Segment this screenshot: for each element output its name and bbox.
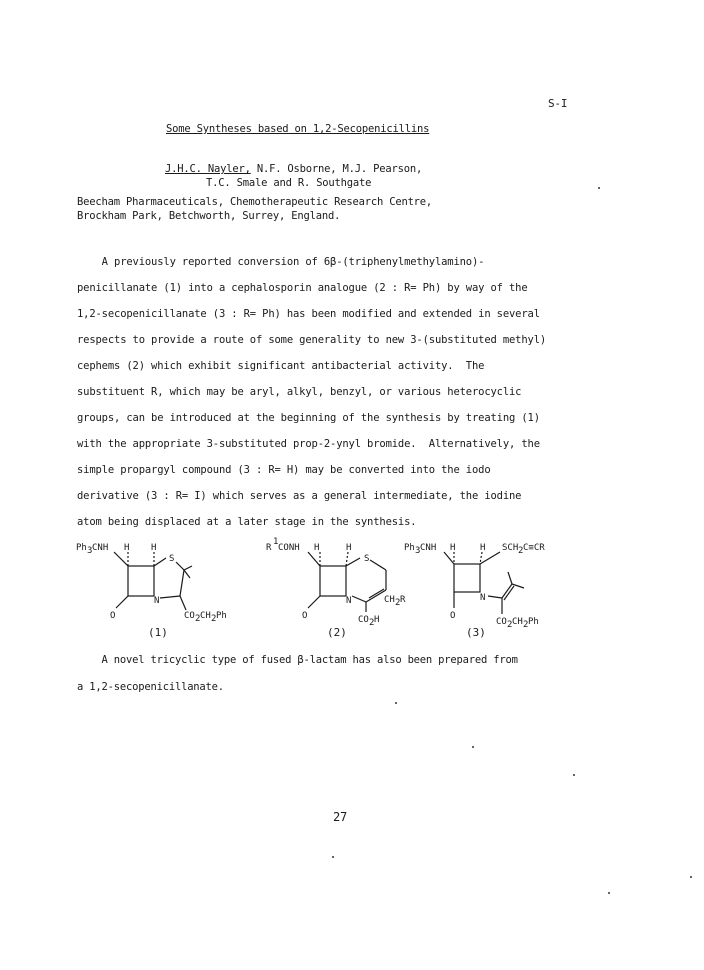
- s2-sup1: 1: [273, 537, 279, 547]
- s2-r: R: [400, 595, 406, 605]
- s1-ph: Ph: [76, 543, 87, 553]
- body-line: with the appropriate 3-substituted prop-2-ynyl bromide. Alternatively, the: [77, 438, 540, 450]
- s1-h2: H: [151, 543, 157, 553]
- affiliation-line-1: Beecham Pharmaceuticals, Chemotherapeutic Research Centre,: [77, 196, 433, 208]
- s1-e3: 2: [211, 614, 217, 624]
- body-line: A previously reported conversion of 6β-(triphenylmethylamino)-: [77, 256, 485, 268]
- caption-1: (1): [148, 626, 168, 639]
- body-line: substituent R, which may be aryl, alkyl, benzyl, or various heterocyclic: [77, 386, 522, 398]
- s3-n: N: [480, 593, 486, 603]
- s2-s: S: [364, 554, 370, 564]
- s3-ccr: C≡CR: [523, 543, 545, 553]
- structure-3-drawing: [404, 538, 574, 628]
- s1-bonds: [114, 552, 192, 610]
- s2-sub2: 2: [395, 598, 401, 608]
- structure-2-drawing: [266, 538, 426, 628]
- s3-o: O: [450, 611, 456, 621]
- s3-h2: H: [480, 543, 486, 553]
- s2-r1: R: [266, 543, 272, 553]
- s3-bonds: [444, 552, 524, 614]
- page-number: 27: [333, 810, 348, 824]
- structure-2: [266, 538, 426, 632]
- scan-speck: [608, 892, 610, 894]
- body-line: groups, can be introduced at the beginning of the synthesis by treating (1): [77, 412, 540, 424]
- s3-h1: H: [450, 543, 456, 553]
- affiliation-line-2: Brockham Park, Betchworth, Surrey, England.: [77, 210, 341, 222]
- s2-ch2r: CH: [384, 595, 395, 605]
- s3-e3: 2: [523, 620, 529, 630]
- body-line: respects to provide a route of some generality to new 3-(substituted methyl): [77, 334, 547, 346]
- s3-sub2: 2: [518, 546, 524, 556]
- s2-o: O: [302, 611, 308, 621]
- body-line: penicillanate (1) into a cephalosporin analogue (2 : R= Ph) by way of the: [77, 282, 528, 294]
- s3-ph2: Ph: [528, 617, 539, 627]
- body-line: derivative (3 : R= I) which serves as a general intermediate, the iodine: [77, 490, 522, 502]
- author-rest: N.F. Osborne, M.J. Pearson,: [250, 163, 423, 175]
- body-line: a 1,2-secopenicillanate.: [77, 681, 224, 693]
- s2-h1: H: [314, 543, 320, 553]
- author-underlined: J.H.C. Nayler,: [165, 163, 251, 175]
- body-line: atom being displaced at a later stage in the synthesis.: [77, 516, 417, 528]
- s2-co2h: CO: [358, 615, 369, 625]
- s2-conh: CONH: [278, 543, 300, 553]
- s1-sub3: 3: [87, 546, 93, 556]
- body-line: 1,2-secopenicillanate (3 : R= Ph) has been modified and extended in several: [77, 308, 540, 320]
- s3-ch: CH: [512, 617, 523, 627]
- s3-ph: Ph: [404, 543, 415, 553]
- structure-3: [404, 538, 574, 632]
- s2-n: N: [346, 596, 352, 606]
- scan-speck: [573, 774, 575, 776]
- s1-ester: CO: [184, 611, 195, 621]
- s3-sub3: 3: [415, 546, 421, 556]
- body-line: cephems (2) which exhibit significant antibacterial activity. The: [77, 360, 485, 372]
- s1-h1: H: [124, 543, 130, 553]
- structure-1-drawing: [76, 538, 226, 628]
- paper-title: Some Syntheses based on 1,2-Secopenicillins: [166, 123, 430, 135]
- s3-sch: SCH: [502, 543, 519, 553]
- page-label: S-I: [548, 97, 568, 110]
- scan-speck: [332, 856, 334, 858]
- s1-n: N: [154, 596, 160, 606]
- s2-h2: H: [346, 543, 352, 553]
- structure-1: [76, 538, 226, 632]
- caption-2: (2): [327, 626, 347, 639]
- caption-3: (3): [466, 626, 486, 639]
- authors-line-1: [165, 163, 422, 175]
- s3-ester: CO: [496, 617, 507, 627]
- body-line: A novel tricyclic type of fused β-lactam has also been prepared from: [77, 654, 518, 666]
- scan-speck: [598, 187, 600, 189]
- s1-e2: 2: [195, 614, 201, 624]
- s1-o: O: [110, 611, 116, 621]
- s3-cnh: CNH: [420, 543, 437, 553]
- scan-speck: [472, 746, 474, 748]
- s1-cnh: CNH: [92, 543, 109, 553]
- s2-sub2b: 2: [369, 618, 375, 628]
- authors-line-2: T.C. Smale and R. Southgate: [206, 177, 372, 189]
- s1-ch: CH: [200, 611, 211, 621]
- s1-ph2: Ph: [216, 611, 227, 621]
- body-line: simple propargyl compound (3 : R= H) may be converted into the iodo: [77, 464, 491, 476]
- s1-s: S: [169, 554, 175, 564]
- scan-speck: [690, 876, 692, 878]
- s2-hh: H: [374, 615, 380, 625]
- scan-speck: [395, 702, 397, 704]
- s3-e2: 2: [507, 620, 513, 630]
